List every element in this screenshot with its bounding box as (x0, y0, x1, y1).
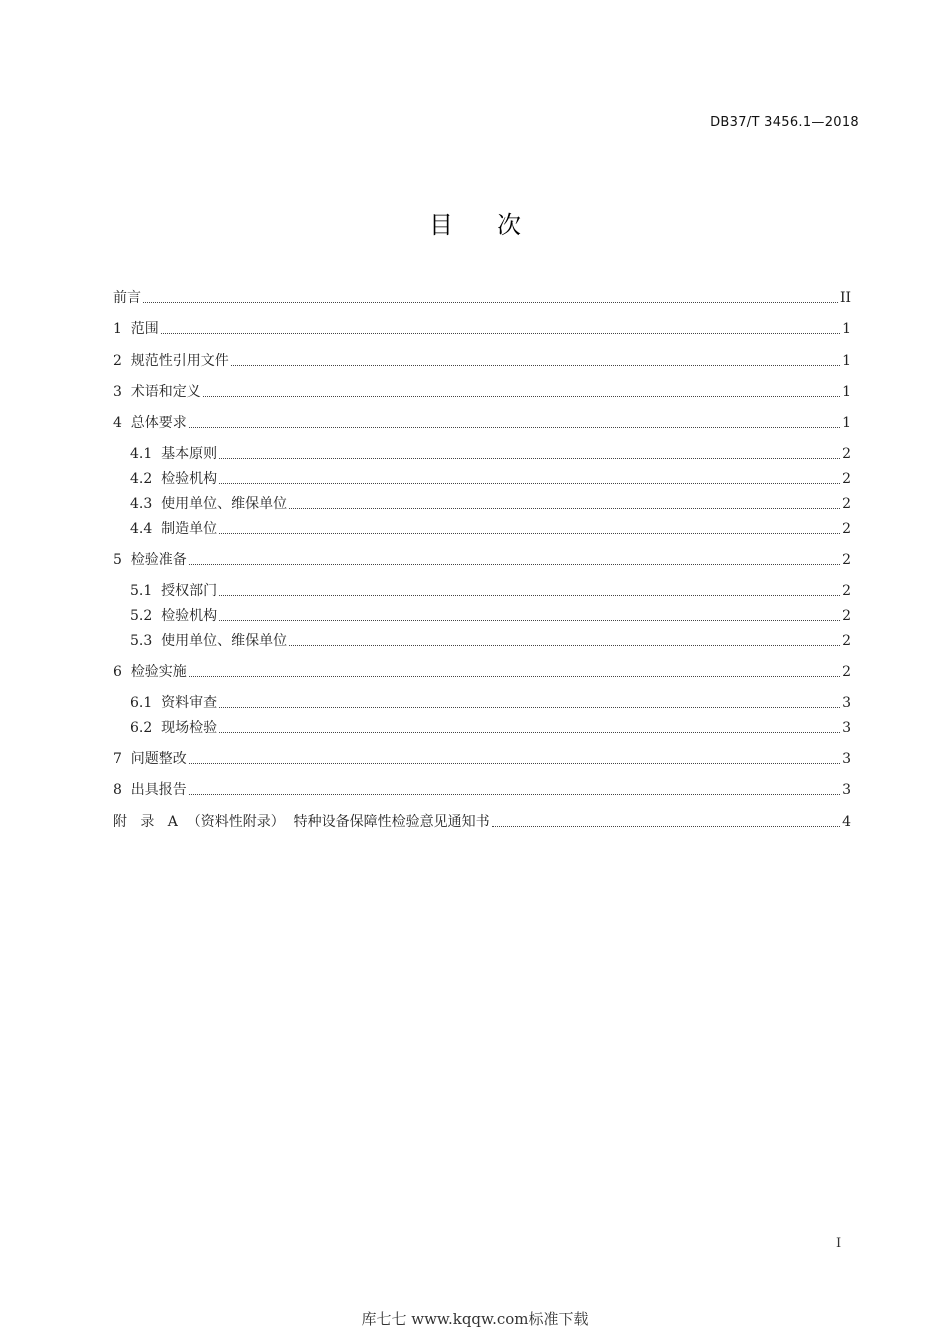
dot-leader (189, 563, 840, 565)
toc-entry-page: 2 (842, 633, 851, 649)
toc-entry-page: 1 (842, 321, 851, 337)
toc-entry-page: 2 (842, 664, 851, 680)
dot-leader (143, 301, 838, 303)
toc-entry-page: 2 (842, 446, 851, 462)
dot-leader (189, 675, 840, 677)
toc-entry-label: 4.2 检验机构 (130, 471, 218, 487)
toc-entry-label: 5.1 授权部门 (130, 583, 218, 599)
toc-entry-label: 5.2 检验机构 (130, 608, 218, 624)
toc-entry-5[interactable] (113, 549, 851, 569)
toc-entry-page: 1 (842, 384, 851, 400)
toc-entry-page: 2 (842, 496, 851, 512)
dot-leader (231, 364, 840, 366)
toc-entry-label: 4 总体要求 (113, 415, 187, 431)
dot-leader (219, 706, 840, 708)
toc-entry-label: 附 录 A （资料性附录） 特种设备保障性检验意见通知书 (113, 814, 490, 830)
toc-entry-page: 2 (842, 521, 851, 537)
toc-entry-4-1[interactable] (130, 443, 851, 463)
toc-entry-5-2[interactable] (130, 605, 851, 625)
dot-leader (219, 482, 840, 484)
toc-entry-4[interactable] (113, 412, 851, 432)
toc-entry-appendix-a[interactable] (113, 811, 851, 831)
toc-entry-4-2[interactable] (130, 468, 851, 488)
dot-leader (219, 457, 840, 459)
toc-entry-label: 1 范围 (113, 321, 159, 337)
toc-entry-label: 5.3 使用单位、维保单位 (130, 633, 288, 649)
toc-entry-2[interactable] (113, 350, 851, 370)
toc-entry-5-1[interactable] (130, 580, 851, 600)
dot-leader (189, 793, 840, 795)
toc-entry-label: 4.4 制造单位 (130, 521, 218, 537)
dot-leader (289, 507, 840, 509)
page-number: I (836, 1236, 842, 1251)
toc-entry-label: 6.1 资料审查 (130, 695, 218, 711)
dot-leader (203, 395, 840, 397)
dot-leader (189, 762, 840, 764)
toc-entry-page: 2 (842, 471, 851, 487)
toc-entry-page: 4 (842, 814, 851, 830)
dot-leader (219, 731, 840, 733)
dot-leader (189, 426, 840, 428)
toc-entry-6[interactable] (113, 661, 851, 681)
dot-leader (161, 332, 840, 334)
footer-watermark: 库七七 www.kqqw.com标准下载 (361, 1310, 589, 1328)
toc-entry-page: 3 (842, 751, 851, 767)
toc-entry-label: 5 检验准备 (113, 552, 187, 568)
toc-entry-7[interactable] (113, 748, 851, 768)
toc-entry-label: 前言 (113, 290, 141, 306)
dot-leader (219, 532, 840, 534)
dot-leader (492, 825, 840, 827)
toc-entry-label: 7 问题整改 (113, 751, 187, 767)
toc-entry-label: 6.2 现场检验 (130, 720, 218, 736)
toc-entry-label: 8 出具报告 (113, 782, 187, 798)
toc-entry-5-3[interactable] (130, 630, 851, 650)
toc-entry-6-1[interactable] (130, 692, 851, 712)
toc-entry-4-4[interactable] (130, 518, 851, 538)
toc-entry-6-2[interactable] (130, 717, 851, 737)
toc-entry-1[interactable] (113, 318, 851, 338)
toc-title: 目次 (429, 211, 565, 239)
toc-entry-label: 4.3 使用单位、维保单位 (130, 496, 288, 512)
toc-entry-page: 3 (842, 782, 851, 798)
toc-entry-foreword[interactable] (113, 287, 851, 307)
toc-entry-page: 1 (842, 415, 851, 431)
toc-entry-page: 2 (842, 608, 851, 624)
dot-leader (289, 644, 840, 646)
toc-entry-label: 2 规范性引用文件 (113, 353, 229, 369)
toc-entry-page: 2 (842, 552, 851, 568)
toc-entry-8[interactable] (113, 779, 851, 799)
toc-entry-page: 1 (842, 353, 851, 369)
dot-leader (219, 619, 840, 621)
document-code: DB37/T 3456.1—2018 (710, 115, 859, 130)
toc-entry-3[interactable] (113, 381, 851, 401)
toc-entry-4-3[interactable] (130, 493, 851, 513)
toc-entry-page: 2 (842, 583, 851, 599)
toc-entry-page: 3 (842, 720, 851, 736)
toc-entry-label: 4.1 基本原则 (130, 446, 218, 462)
dot-leader (219, 594, 840, 596)
toc-entry-page: 3 (842, 695, 851, 711)
toc-entry-label: 3 术语和定义 (113, 384, 201, 400)
toc-entry-label: 6 检验实施 (113, 664, 187, 680)
toc-entry-page: II (839, 290, 851, 306)
